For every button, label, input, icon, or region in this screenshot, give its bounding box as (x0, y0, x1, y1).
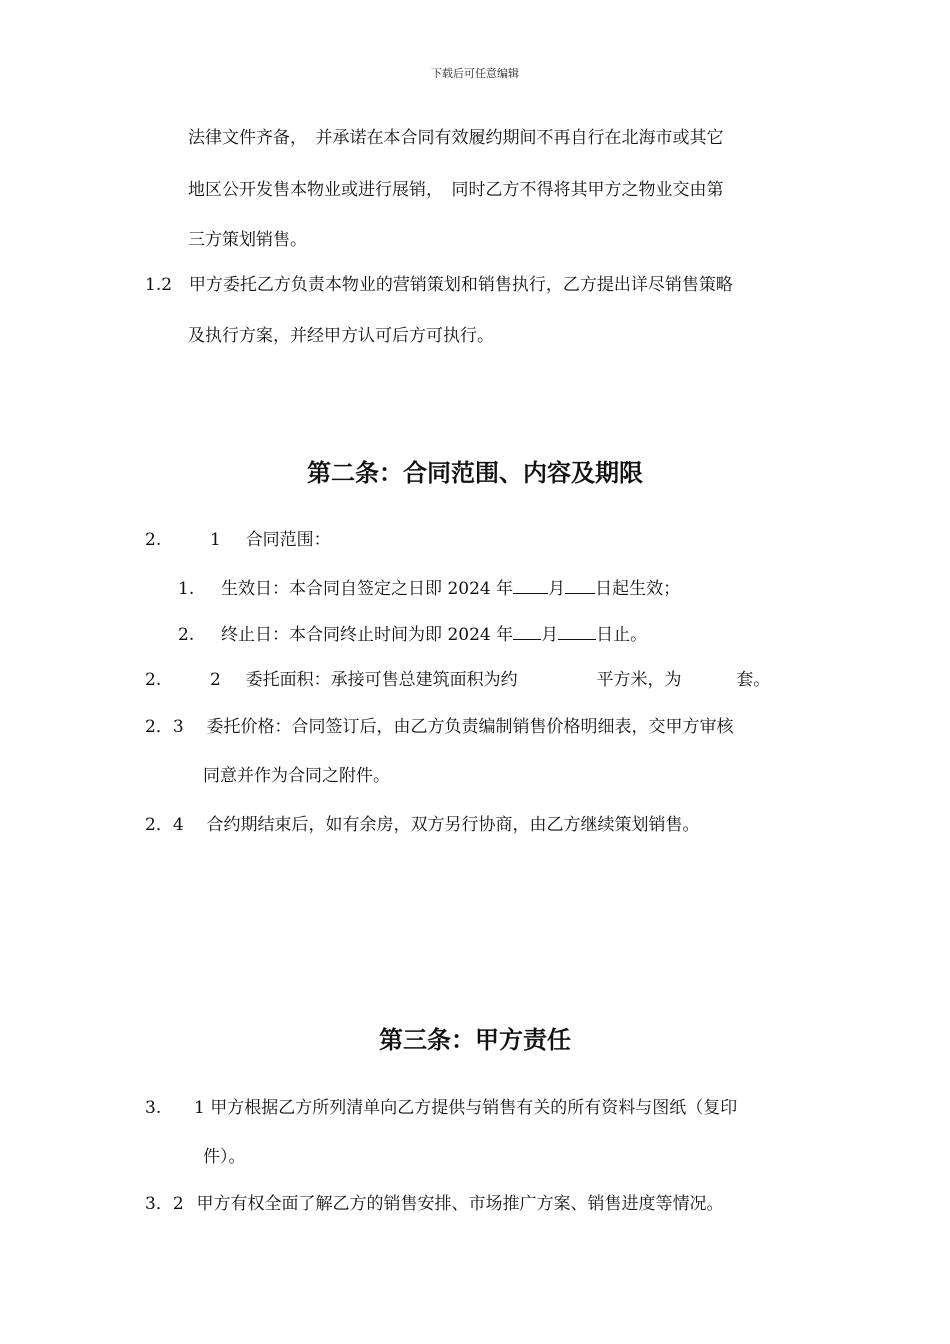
clause-1-1-continuation-line-3: 三方策划销售。 (188, 230, 307, 250)
section-2-title: 第二条：合同范围、内容及期限 (307, 459, 643, 487)
clause-text: 合同范围： (245, 530, 331, 550)
list-number: 1. (178, 579, 195, 599)
effective-date-text: 生效日：本合同自签定之日即 2024 年 (221, 579, 514, 599)
set-unit: 套。 (736, 670, 771, 690)
clause-3-1 (145, 1096, 737, 1120)
clause-number: 3．2 (145, 1194, 184, 1214)
clause-number: 2. (145, 530, 162, 550)
section-3-title: 第三条：甲方责任 (379, 1026, 571, 1054)
area-unit: 平方米，为 (596, 670, 682, 690)
clause-text: 1 甲方根据乙方所列清单向乙方提供与销售有关的所有资料与图纸（复印 (194, 1098, 738, 1118)
clause-number: 1.2 (145, 275, 173, 295)
day-blank (558, 622, 596, 640)
clause-1-2 (145, 273, 733, 297)
list-number: 2. (178, 625, 195, 645)
clause-number: 2．4 (145, 815, 184, 835)
page-header: 下载后可任意编辑 (431, 67, 519, 80)
effective-date-end: 日起生效； (595, 579, 681, 599)
month-label: 月 (548, 579, 566, 599)
clause-2-3 (145, 715, 733, 739)
clause-text: 合约期结束后，如有余房，双方另行协商，由乙方继续策划销售。 (206, 815, 700, 835)
clause-text: 委托价格：合同签订后，由乙方负责编制销售价格明细表，交甲方审核 (206, 717, 734, 737)
day-blank (565, 576, 595, 594)
clause-number: 2. (145, 670, 162, 690)
clause-number: 3. (145, 1098, 162, 1118)
clause-2-2 (145, 668, 770, 692)
clause-text: 委托面积：承接可售总建筑面积为约 (245, 670, 518, 690)
clause-text: 甲方有权全面了解乙方的销售安排、市场推广方案、销售进度等情况。 (196, 1194, 724, 1214)
clause-2-3-continuation: 同意并作为合同之附件。 (203, 766, 390, 786)
clause-1-2-continuation: 及执行方案，并经甲方认可后方可执行。 (188, 326, 494, 346)
clause-1-1-continuation-line-1: 法律文件齐备， 并承诺在本合同有效履约期间不再自行在北海市或其它 (188, 128, 724, 148)
clause-3-1-continuation: 件）。 (203, 1147, 246, 1167)
month-label: 月 (541, 625, 559, 645)
clause-3-2 (145, 1192, 723, 1216)
clause-subnumber: 2 (210, 670, 221, 690)
clause-number: 2．3 (145, 717, 184, 737)
month-blank (513, 622, 541, 640)
termination-date-text: 终止日：本合同终止时间为即 2024 年 (221, 625, 514, 645)
list-item-termination-date (178, 622, 647, 647)
month-blank (513, 576, 548, 594)
clause-subnumber: 1 (210, 530, 221, 550)
termination-date-end: 日止。 (596, 625, 648, 645)
clause-2-4 (145, 813, 699, 837)
clause-text: 甲方委托乙方负责本物业的营销策划和销售执行，乙方提出详尽销售策略 (188, 275, 733, 295)
list-item-effective-date (178, 576, 680, 601)
clause-1-1-continuation-line-2: 地区公开发售本物业或进行展销， 同时乙方不得将其甲方之物业交由第 (188, 180, 724, 200)
clause-2-1 (145, 528, 331, 552)
